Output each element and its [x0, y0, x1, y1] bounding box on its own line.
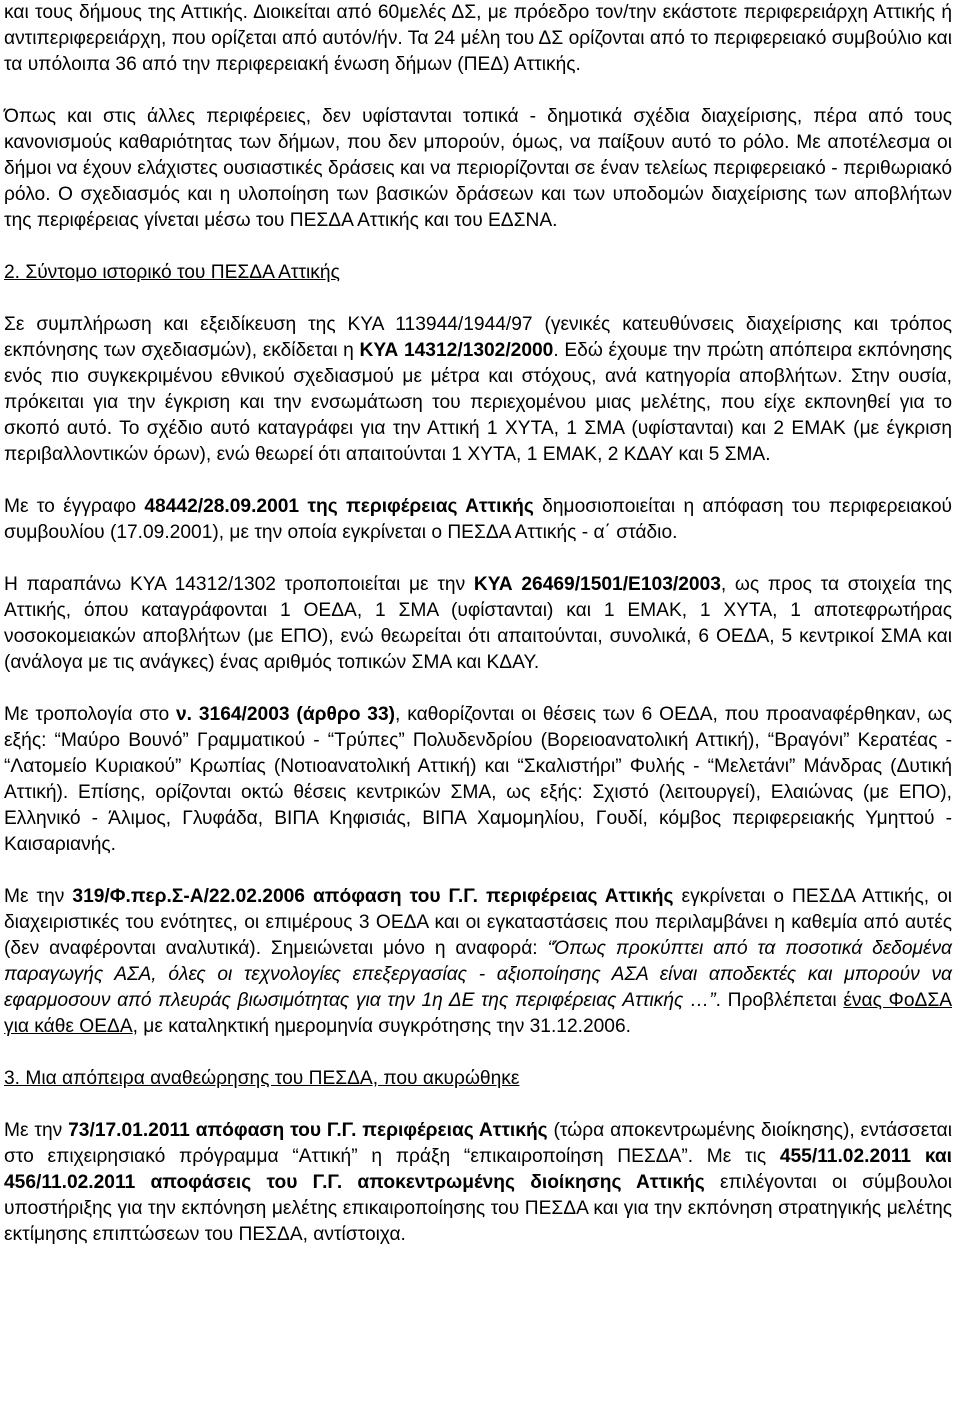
spacer: [4, 858, 952, 884]
paragraph-decision-2011: Με την 73/17.01.2011 απόφαση του Γ.Γ. περιφέρειας Αττικής (τώρα αποκεντρωμένης διοίκησης), εντάσσεται στο επιχειρησιακό πρόγραμμα “Αττική” η πράξη “επικαιροποίηση ΠΕΣΔΑ”. Με τις 455/11.02.2011 και 456/11.02.2011 αποφάσεις του Γ.Γ. αποκεντρωμένης διοίκησης Αττικής επιλέγονται οι σύμβουλοι υποστήριξης για την εκπόνηση μελέτης επικαιροποίησης του ΠΕΣΔΑ και για την εκπόνηση στρατηγικής μελέτης εκτίμησης επιπτώσεων του ΠΕΣΔΑ, αντίστοιχα.: [4, 1120, 953, 1245]
paragraph-intro: και τους δήμους της Αττικής. Διοικείται από 60μελές ΔΣ, με πρόεδρο τον/την εκάστοτε περιφερειάρχη Αττικής ή αντιπεριφερειάρχη, που ορίζεται από αυτόν/ήν. Τα 24 μέλη του ΔΣ ορίζονται από το περιφερειακό συμβούλιο και τα υπόλοιπα 36 από την περιφερειακή ένωση δήμων (ΠΕΔ) Αττικής.: [4, 2, 952, 75]
paragraph-kya-2003: Η παραπάνω ΚΥΑ 14312/1302 τροποποιείται με την ΚΥΑ 26469/1501/Ε103/2003, ως προς τα στοιχεία της Αττικής, όπου καταγράφονται 1 ΟΕΔΑ, 1 ΣΜΑ (υφίστανται) και 1 ΕΜΑΚ, 1 ΧΥΤΑ, 1 αποτεφρωτήρας νοσοκομειακών αποβλήτων (με ΕΠΟ), ενώ θεωρείται ότι απαιτούνται, συνολικά, 6 ΟΕΔΑ, 5 κεντρικοί ΣΜΑ και (ανάλογα με τις ανάγκες) ένας αριθμός τοπικών ΣΜΑ και ΚΔΑΥ.: [4, 574, 953, 673]
spacer: [4, 676, 952, 702]
paragraph-law-3164: Με τροπολογία στο ν. 3164/2003 (άρθρο 33), καθορίζονται οι θέσεις των 6 ΟΕΔΑ, που προαναφέρθηκαν, ως εξής: “Μαύρο Βουνό” Γραμματικού - “Τρύπες” Πολυδενδρίου (Βορειοανατολική Αττική), “Βραγόνι” Κερατέας - “Λατομείο Κυριακού” Κρωπίας (Νοτιοανατολική Αττική) και “Σκαλιστήρι” Φυλής - “Μελετάνι” Μάνδρας (Δυτική Αττική). Επίσης, ορίζονται οκτώ θέσεις κεντρικών ΣΜΑ, ως εξής: Σχιστό (λειτουργεί), Ελαιώνας (με ΕΠΟ), Ελληνικό - Άλιμος, Γλυφάδα, ΒΙΠΑ Κηφισιάς, ΒΙΠΑ Χαμομηλίου, Γουδί, κόμβος περιφερειακής Υμηττού - Καισαριανής.: [4, 704, 952, 855]
paragraph-local-plans: Όπως και στις άλλες περιφέρειες, δεν υφίστανται τοπικά - δημοτικά σχέδια διαχείρισης, πέρα από τους κανονισμούς καθαριότητας των δήμων, που δεν μπορούν, όμως, να παίξουν αυτό το ρόλο. Με αποτέλεσμα οι δήμοι να έχουν ελάχιστες ουσιαστικές δράσεις και να περιορίζονται σε έναν τελείως περιφερειακό - περιθωριακό ρόλο. Ο σχεδιασμός και η υλοποίηση των βασικών δράσεων και των υποδομών διαχείρισης των αποβλήτων της περιφέρειας γίνεται μέσω του ΠΕΣΔΑ Αττικής και του ΕΔΣΝΑ.: [4, 106, 952, 231]
spacer: [4, 234, 952, 260]
spacer: [4, 546, 952, 572]
paragraph-kya-2000: Σε συμπλήρωση και εξειδίκευση της ΚΥΑ 113944/1944/97 (γενικές κατευθύνσεις διαχείρισης και τρόπος εκπόνησης των σχεδιασμών), εκδίδεται η ΚΥΑ 14312/1302/2000. Εδώ έχουμε την πρώτη απόπειρα εκπόνησης ενός πιο συγκεκριμένου εθνικού σχεδιασμού με μέτρα και στόχους, ανά κατηγορία αποβλήτων. Στην ουσία, πρόκειται για την έγκριση και την ενσωμάτωση του περιεχομένου μιας μελέτης, που είχε εκπονηθεί για το σκοπό αυτό. Το σχέδιο αυτό καταγράφει για την Αττική 1 ΧΥΤΑ, 1 ΣΜΑ (υφίστανται) και 2 ΕΜΑΚ (με έγκριση περιβαλλοντικών όρων), ενώ θεωρεί ότι απαιτούνται 1 ΧΥΤΑ, 1 ΕΜΑΚ, 2 ΚΔΑΥ και 5 ΣΜΑ.: [4, 314, 952, 465]
paragraph-document-2001: Με το έγγραφο 48442/28.09.2001 της περιφέρειας Αττικής δημοσιοποιείται η απόφαση του περιφερειακού συμβουλίου (17.09.2001), με την οποία εγκρίνεται ο ΠΕΣΔΑ Αττικής - α΄ στάδιο.: [4, 496, 952, 543]
paragraph-decision-2006: Με την 319/Φ.περ.Σ-Α/22.02.2006 απόφαση του Γ.Γ. περιφέρειας Αττικής εγκρίνεται ο ΠΕΣΔΑ Αττικής, οι διαχειριστικές του ενότητες, οι επιμέρους 3 ΟΕΔΑ και οι εγκαταστάσεις που περιλαμβάνει η καθεμία από αυτές (δεν αναφέρονται αναλυτικά). Σημειώνεται μόνο η αναφορά: “Όπως προκύπτει από τα ποσοτικά δεδομένα παραγωγής ΑΣΑ, όλες οι τεχνολογίες επεξεργασίας - αξιοποίησης ΑΣΑ είναι αποδεκτές και μπορούν να εφαρμοσουν από πλευράς βιωσιμότητας για την 1η ΔΕ της περιφέρειας Αττικής …”. Προβλέπεται ένας ΦοΔΣΑ για κάθε ΟΕΔΑ, με καταληκτική ημερομηνία συγκρότησης την 31.12.2006.: [4, 886, 952, 1037]
spacer: [4, 468, 952, 494]
section-heading-history: 2. Σύντομο ιστορικό του ΠΕΣΔΑ Αττικής: [4, 262, 340, 283]
spacer: [4, 286, 952, 312]
section-heading-revision: 3. Μια απόπειρα αναθεώρησης του ΠΕΣΔΑ, που ακυρώθηκε: [4, 1068, 520, 1089]
spacer: [4, 1040, 952, 1066]
spacer: [4, 78, 952, 104]
spacer: [4, 1092, 952, 1118]
